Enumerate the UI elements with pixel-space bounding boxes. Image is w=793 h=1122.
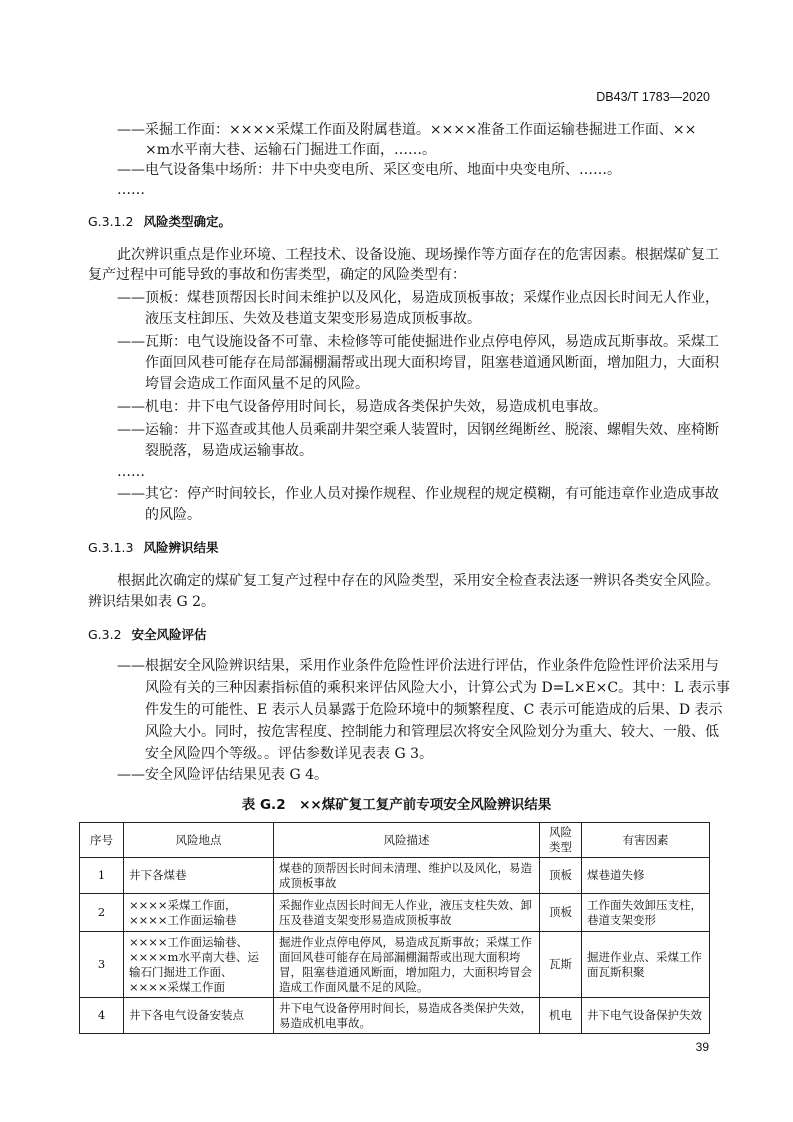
document-id: DB43/T 1783—2020 [596,90,710,104]
cell-description: 井下电气设备停用时间长，易造成各类保护失效，易造成机电事故。 [274,998,540,1034]
table-row [80,998,710,1034]
section-title: 安全风险评估 [131,627,207,642]
cell-hazard-factor: 掘进作业点、采煤工作面瓦斯积聚 [582,932,710,998]
text-line: ——根据安全风险辨识结果，采用作业条件危险性评价法进行评估，作业条件危险性评价法采用与 [117,658,719,674]
page-number: 39 [695,1040,709,1054]
text-line: 风险有关的三种因素指标值的乘积来评估风险大小，计算公式为 D=L×E×C。其中：L 表示事 [145,680,730,696]
cell-location: ××××采煤工作面，××××工作面运输巷 [124,894,274,932]
cell-location: ××××工作面运输巷、××××m水平南大巷、运输石门掘进工作面、××××采煤工作面 [124,932,274,998]
header-hazard-factor: 有害因素 [582,823,710,858]
table-header-row [80,823,710,858]
table-caption: 表 G.2 ××煤矿复工复产前专项安全风险辨识结果 [241,797,552,813]
text-line: 辨识结果如表 G 2。 [88,594,215,610]
cell-description: 采掘作业点因长时间无人作业，液压支柱失效、卸压及巷道支架变形易造成顶板事故 [274,894,540,932]
section-title: 风险类型确定。 [143,214,231,229]
section-number: G.3.2 [88,627,122,642]
table-row [80,858,710,894]
header-serial: 序号 [80,823,124,858]
text-line: 复产过程中可能导致的事故和伤害类型，确定的风险类型有： [88,267,466,283]
cell-hazard-factor: 工作面失效卸压支柱，巷道支架变形 [582,894,710,932]
text-line: ——运输：井下巡查或其他人员乘副井架空乘人装置时，因钢丝绳断丝、脱滚、螺帽失效、座椅断 [117,422,719,438]
cell-serial: 2 [80,894,124,932]
text-line: ——瓦斯：电气设施设备不可靠、未检修等可能使掘进作业点停电停风，易造成瓦斯事故。采煤工 [117,334,719,350]
table-row [80,932,710,998]
risk-identification-table [79,822,710,1034]
text-line: 的风险。 [145,507,201,523]
text-line: 件发生的可能性、E 表示人员暴露于危险环境中的频繁程度、C 表示可能造成的后果、D 表示 [145,702,723,718]
text-line: …… [117,464,145,480]
text-line: 根据此次确定的煤矿复工复产过程中存在的风险类型，采用安全检查表法逐一辨识各类安全风险。 [117,573,719,589]
text-line: 风险大小。同时，按危害程度、控制能力和管理层次将安全风险划分为重大、较大、一般、低 [145,724,719,740]
cell-risk-type: 瓦斯 [540,932,582,998]
text-line: ——电气设备集中场所：井下中央变电所、采区变电所、地面中央变电所、……。 [117,162,621,178]
cell-risk-type: 顶板 [540,858,582,894]
text-line: 作面回风巷可能存在局部漏棚漏帮或出现大面积垮冒，阻塞巷道通风断面，增加阻力，大面积 [145,355,719,371]
cell-location: 井下各电气设备安装点 [124,998,274,1034]
cell-description: 煤巷的顶帮因长时间未清理、维护以及风化，易造成顶板事故 [274,858,540,894]
text-line: ——机电：井下电气设备停用时间长，易造成各类保护失效，易造成机电事故。 [117,399,607,415]
cell-risk-type: 机电 [540,998,582,1034]
table-row [80,894,710,932]
text-line: 安全风险四个等级。。评估参数详见表表 G 3。 [145,746,433,762]
cell-risk-type: 顶板 [540,894,582,932]
section-number: G.3.1.3 [88,540,134,555]
text-line: ——顶板：煤巷顶帮因长时间未维护以及风化，易造成顶板事故；采煤作业点因长时间无人作业， [117,290,719,306]
section-number: G.3.1.2 [88,214,134,229]
cell-description: 掘进作业点停电停风，易造成瓦斯事故；采煤工作面回风巷可能存在局部漏棚漏帮或出现大面积垮冒，阻塞巷道通风断面，增加阻力，大面积垮冒会造成工作面风量不足的风险。 [274,932,540,998]
cell-location: 井下各煤巷 [124,858,274,894]
cell-serial: 3 [80,932,124,998]
cell-hazard-factor: 煤巷道失修 [582,858,710,894]
header-location: 风险地点 [124,823,274,858]
cell-serial: 1 [80,858,124,894]
text-line: 液压支柱卸压、失效及巷道支架变形易造成顶板事故。 [145,311,481,327]
text-line: 裂脱落，易造成运输事故。 [145,443,313,459]
header-risk-type: 风险类型 [540,823,582,858]
cell-hazard-factor: 井下电气设备保护失效 [582,998,710,1034]
text-line: ×m水平南大巷、运输石门掘进工作面，……。 [145,142,437,158]
text-line: 垮冒会造成工作面风量不足的风险。 [145,376,369,392]
text-line: 此次辨识重点是作业环境、工程技术、设备设施、现场操作等方面存在的危害因素。根据煤矿复工 [117,247,719,263]
section-heading [88,212,231,232]
section-title: 风险辨识结果 [143,540,219,555]
section-heading [88,625,207,645]
text-line: …… [117,182,145,198]
header-description: 风险描述 [274,823,540,858]
text-line: ——安全风险评估结果见表 G 4。 [117,767,328,783]
text-line: ——采掘工作面：××××采煤工作面及附属巷道。××××准备工作面运输巷掘进工作面、×× [117,122,697,138]
cell-serial: 4 [80,998,124,1034]
text-line: ——其它：停产时间较长，作业人员对操作规程、作业规程的规定模糊，有可能违章作业造成事故 [117,486,719,502]
section-heading [88,538,218,558]
